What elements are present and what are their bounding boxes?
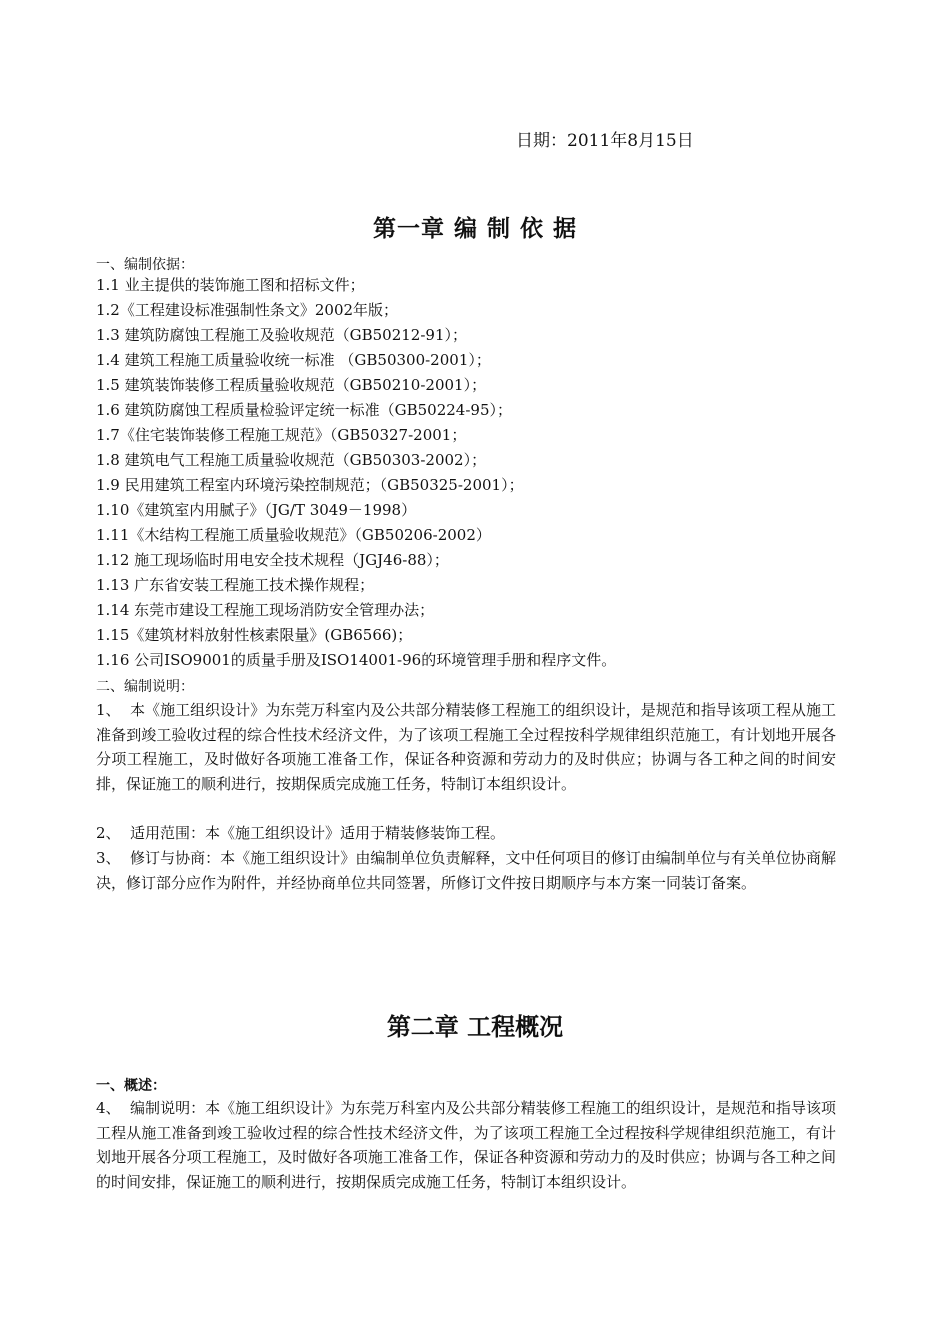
basis-heading: 一、编制依据：	[96, 257, 194, 273]
basis-item: 1.8 建筑电气工程施工质量验收规范（GB50303-2002）；	[96, 451, 487, 469]
basis-item: 1.3 建筑防腐蚀工程施工及验收规范（GB50212-91）；	[96, 326, 468, 344]
note-number: 1、	[96, 701, 121, 719]
basis-item: 1.10《建筑室内用腻子》（JG/T 3049－1998）	[96, 501, 417, 519]
notes-heading: 二、编制说明：	[96, 679, 194, 695]
basis-list	[96, 273, 616, 673]
note-text: 本《施工组织设计》为东莞万科室内及公共部分精装修工程施工的组织设计，是规范和指导该项工程从施工准备到竣工验收过程的综合性技术经济文件，为了该项工程施工全过程按科学规律组织范施工，有计划地开展各分项工程施工，及时做好各项施工准备工作，保证各种资源和劳动力的及时供应；协调与各工种之间的时间安排，保证施工的顺利进行，按期保质完成施工任务，特制订本组织设计。	[96, 701, 836, 793]
note-text: 适用范围：本《施工组织设计》适用于精装修装饰工程。	[130, 824, 506, 842]
chapter-2-title: 第二章 工程概况	[386, 1013, 564, 1041]
note-paragraph	[96, 846, 836, 895]
document-date: 日期：2011年8月15日	[516, 131, 694, 151]
note-text: 修订与协商：本《施工组织设计》由编制单位负责解释，文中任何项目的修订由编制单位与有关单位协商解决，修订部分应作为附件，并经协商单位共同签署，所修订文件按日期顺序与本方案一同装订备案。	[96, 849, 836, 892]
note-number: 2、	[96, 824, 121, 842]
overview-heading: 一、概述：	[96, 1078, 166, 1094]
chapter-1-title: 第一章 编 制 依 据	[372, 216, 578, 242]
basis-item: 1.6 建筑防腐蚀工程质量检验评定统一标准（GB50224-95）；	[96, 401, 513, 419]
basis-item: 1.4 建筑工程施工质量验收统一标准 （GB50300-2001）；	[96, 351, 491, 369]
note-paragraph	[96, 698, 836, 796]
basis-item: 1.5 建筑装饰装修工程质量验收规范（GB50210-2001）；	[96, 376, 487, 394]
basis-item: 1.13 广东省安装工程施工技术操作规程；	[96, 576, 375, 594]
basis-item: 1.1 业主提供的装饰施工图和招标文件；	[96, 276, 365, 294]
overview-text: 编制说明：本《施工组织设计》为东莞万科室内及公共部分精装修工程施工的组织设计，是规范和指导该项工程从施工准备到竣工验收过程的综合性技术经济文件，为了该项工程施工全过程按科学规律组织范施工，有计划地开展各分项工程施工，及时做好各项施工准备工作，保证各种资源和劳动力的及时供应；协调与各工种之间的时间安排，保证施工的顺利进行，按期保质完成施工任务，特制订本组织设计。	[96, 1099, 836, 1191]
note-paragraph	[96, 821, 836, 846]
basis-item: 1.11《木结构工程施工质量验收规范》（GB50206-2002）	[96, 526, 491, 544]
basis-item: 1.2《工程建设标准强制性条文》2002年版；	[96, 301, 399, 319]
basis-item: 1.9 民用建筑工程室内环境污染控制规范；（GB50325-2001）；	[96, 476, 524, 494]
note-number: 3、	[96, 849, 121, 867]
basis-item: 1.7《住宅装饰装修工程施工规范》（GB50327-2001；	[96, 426, 467, 444]
basis-item: 1.14 东莞市建设工程施工现场消防安全管理办法；	[96, 601, 435, 619]
basis-item: 1.15《建筑材料放射性核素限量》(GB6566)；	[96, 626, 413, 644]
basis-item: 1.16 公司ISO9001的质量手册及ISO14001-96的环境管理手册和程序文件。	[96, 651, 617, 669]
overview-paragraph	[96, 1096, 836, 1194]
basis-item: 1.12 施工现场临时用电安全技术规程（JGJ46-88）；	[96, 551, 449, 569]
overview-number: 4、	[96, 1099, 121, 1117]
